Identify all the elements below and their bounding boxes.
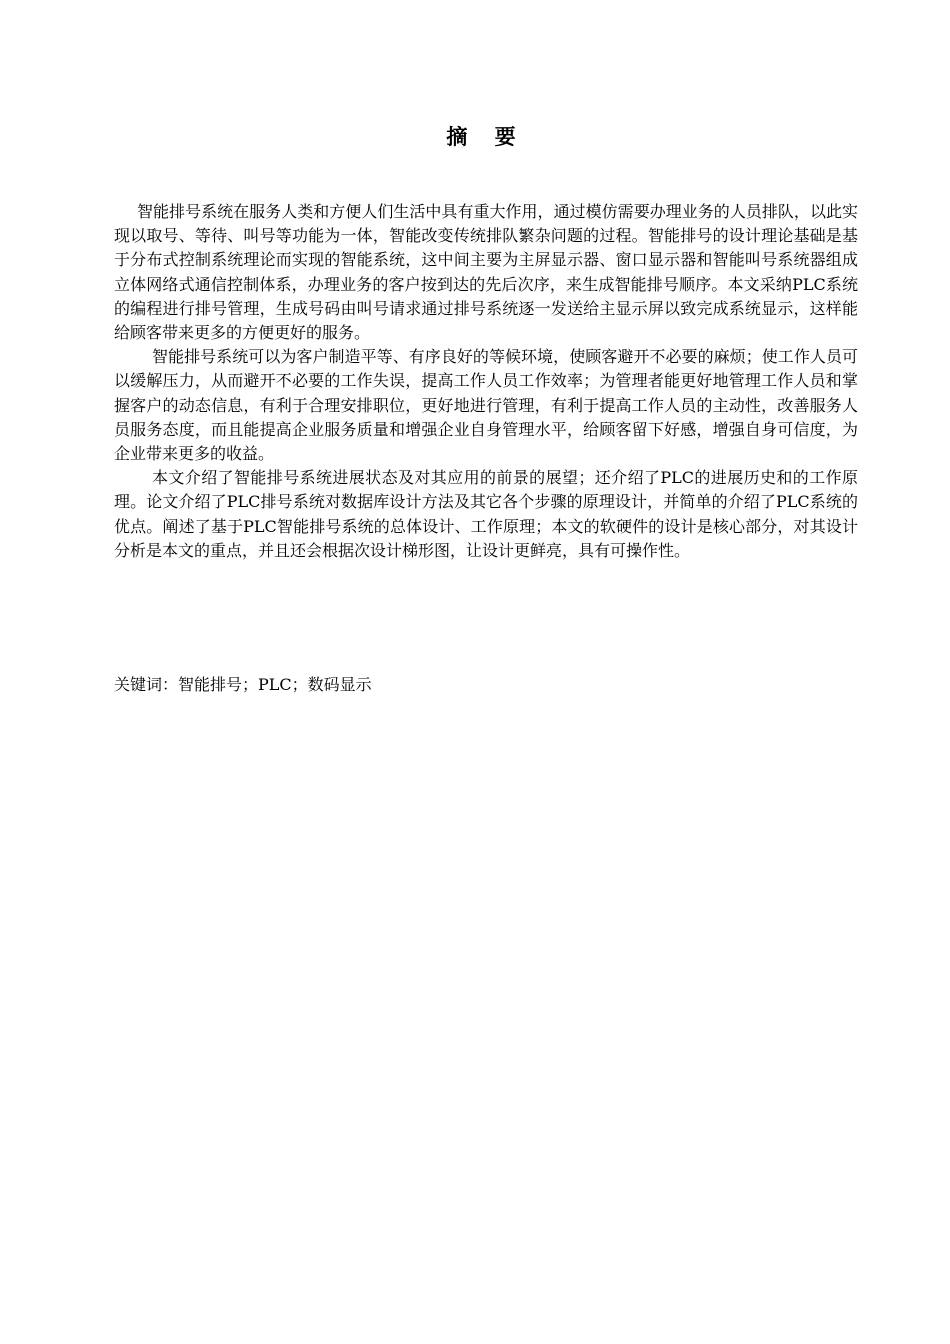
keywords-line: 关键词：智能排号；PLC；数码显示: [114, 675, 372, 694]
abstract-body: [114, 200, 858, 563]
abstract-paragraph-2: 智能排号系统可以为客户制造平等、有序良好的等候环境，使顾客避开不必要的麻烦；使工作人员可以缓解压力，从而避开不必要的工作失误，提高工作人员工作效率；为管理者能更好地管理工作人员和掌握客户的动态信息，有利于合理安排职位，更好地进行管理，有利于提高工作人员的主动性，改善服务人员服务态度，而且能提高企业服务质量和增强企业自身管理水平，给顾客留下好感，增强自身可信度，为企业带来更多的收益。: [114, 347, 858, 464]
page-title: 摘 要: [446, 125, 526, 149]
abstract-paragraph-1: 智能排号系统在服务人类和方便人们生活中具有重大作用，通过模仿需要办理业务的人员排队，以此实现以取号、等待、叫号等功能为一体，智能改变传统排队繁杂问题的过程。智能排号的设计理论基础是基于分布式控制系统理论而实现的智能系统，这中间主要为主屏显示器、窗口显示器和智能叫号系统器组成立体网络式通信控制体系，办理业务的客户按到达的先后次序，来生成智能排号顺序。本文采纳PLC系统的编程进行排号管理，生成号码由叫号请求通过排号系统逐一发送给主显示屏以致完成系统显示，这样能给顾客带来更多的方便更好的服务。: [114, 202, 858, 343]
abstract-paragraph-3: 本文介绍了智能排号系统进展状态及对其应用的前景的展望；还介绍了PLC的进展历史和的工作原理。论文介绍了PLC排号系统对数据库设计方法及其它各个步骤的原理设计，并简单的介绍了PLC系统的优点。阐述了基于PLC智能排号系统的总体设计、工作原理；本文的软硬件的设计是核心部分，对其设计分析是本文的重点，并且还会根据次设计梯形图，让设计更鲜亮，具有可操作性。: [114, 468, 858, 560]
